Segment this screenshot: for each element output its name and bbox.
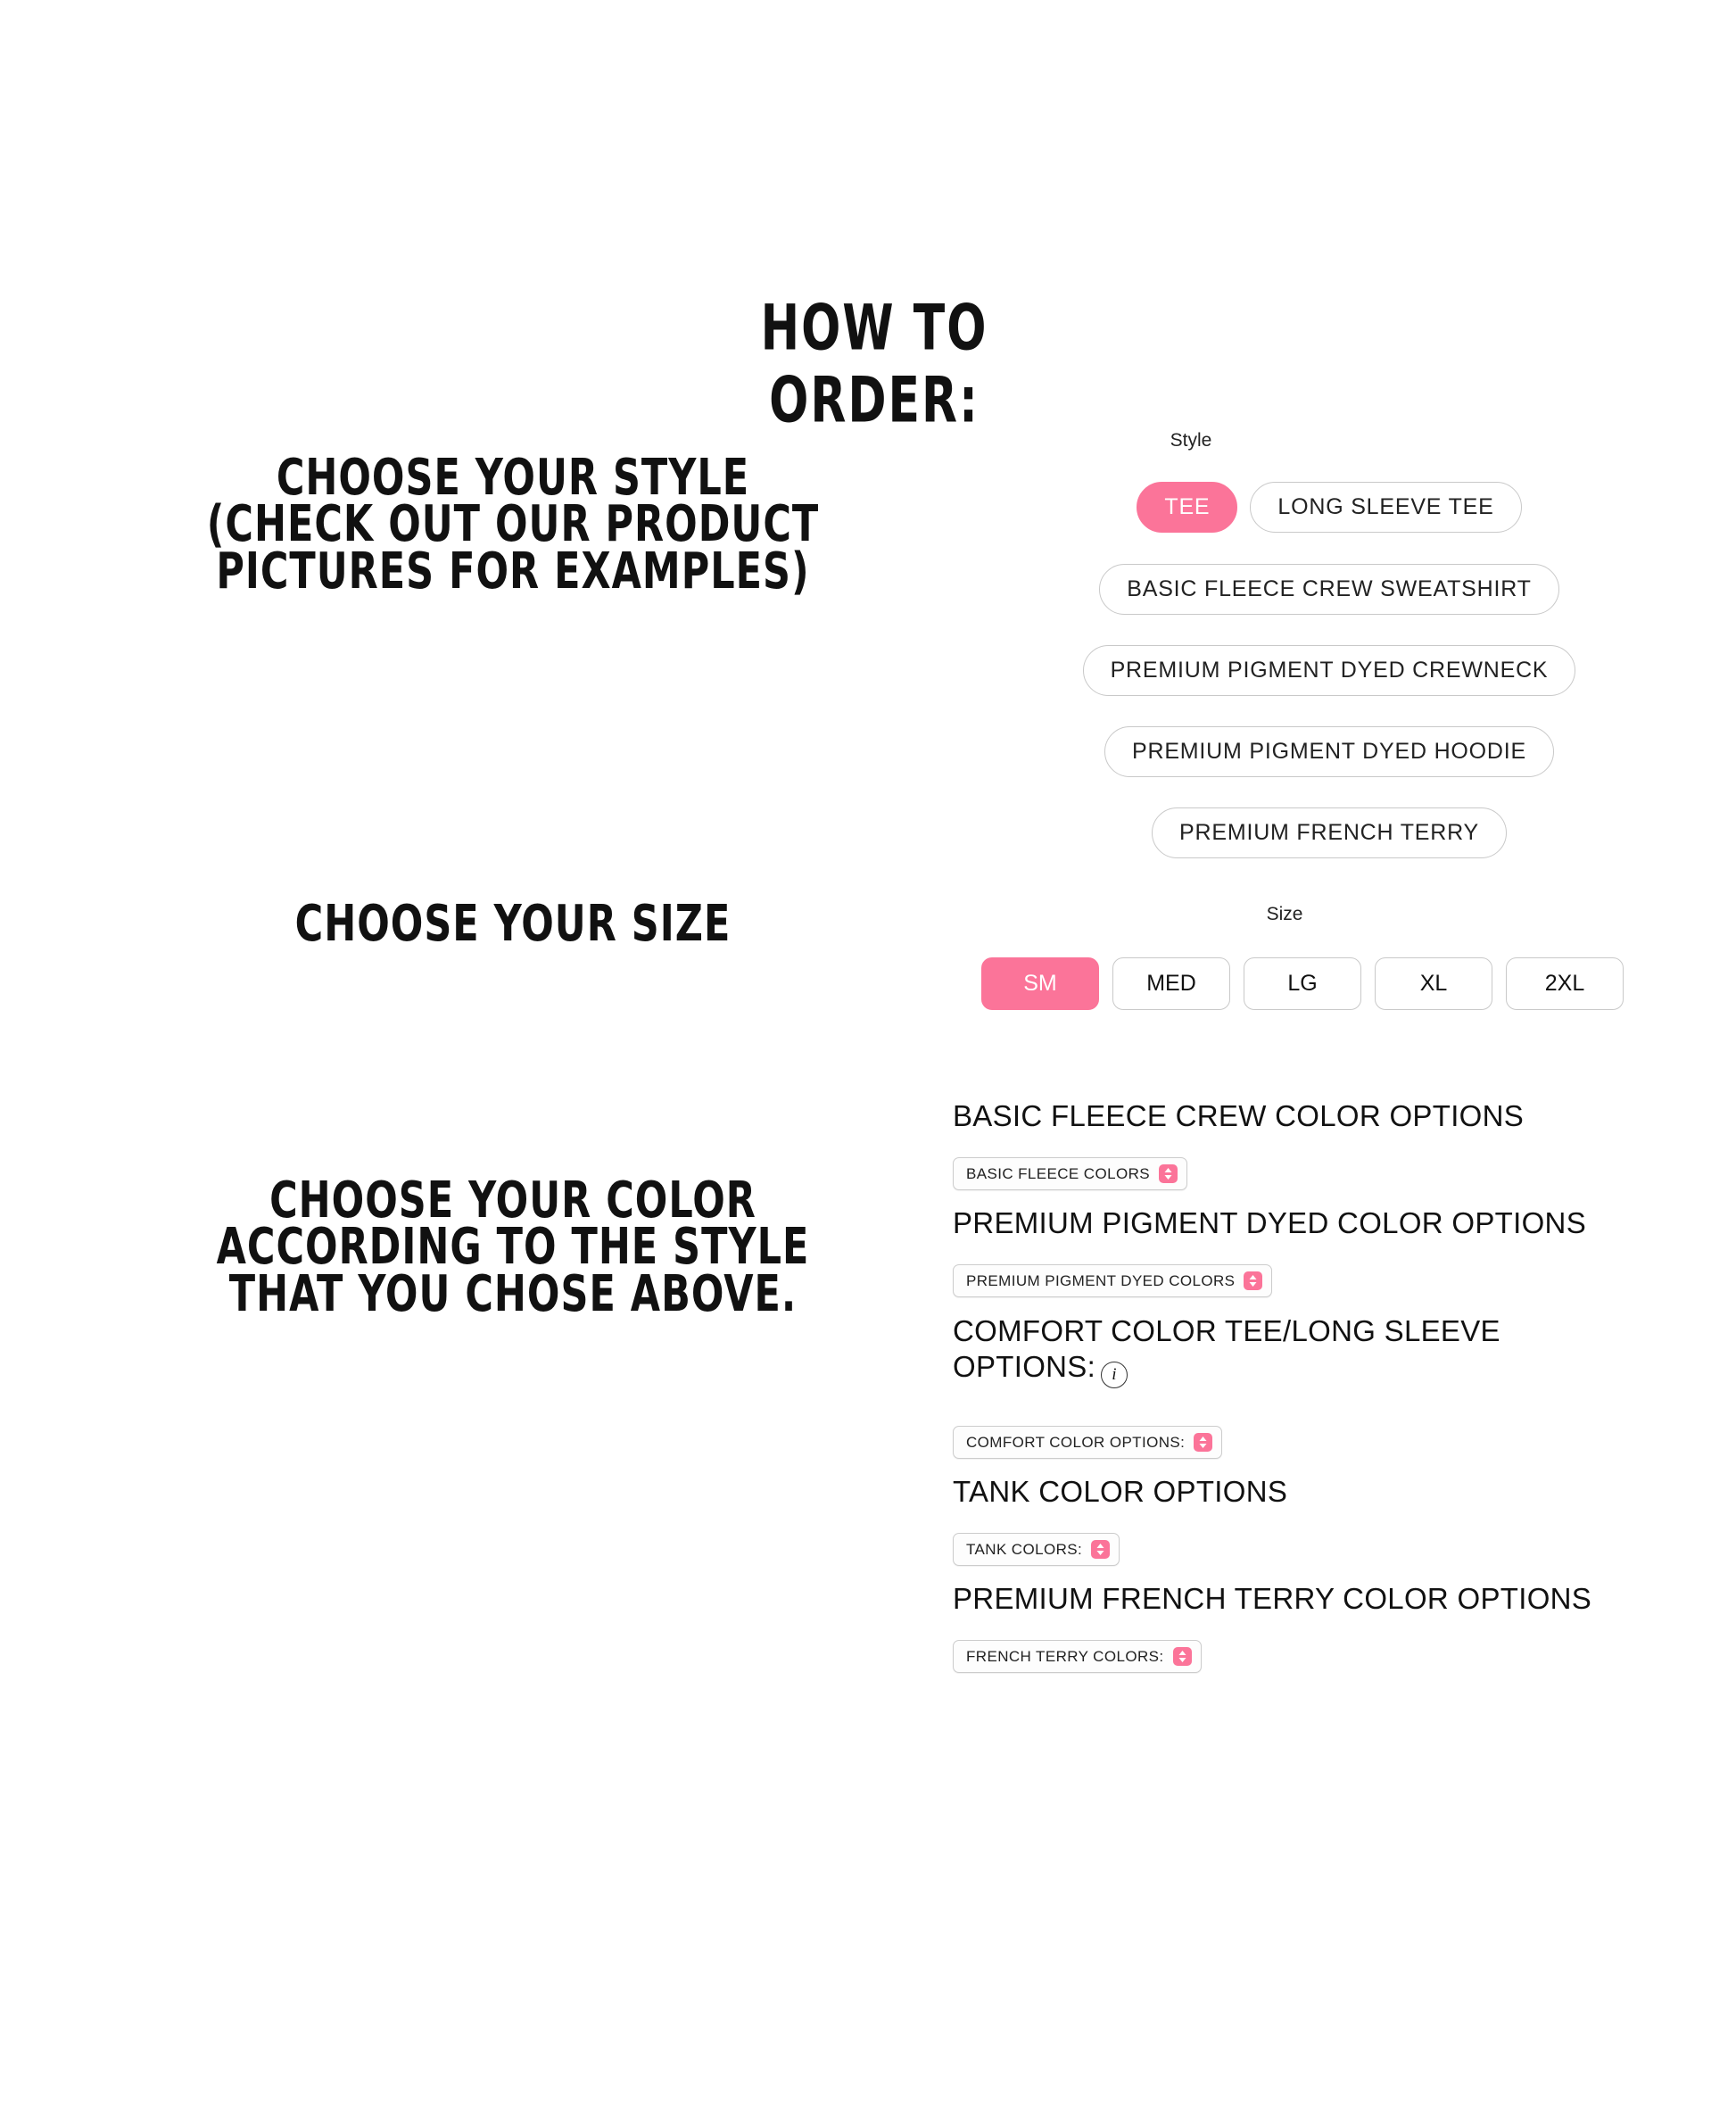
color-heading-tank: TANK COLOR OPTIONS (953, 1475, 1288, 1508)
info-icon[interactable]: i (1101, 1362, 1128, 1388)
color-heading-comfort-color (953, 1313, 1631, 1388)
style-row-3 (999, 645, 1659, 696)
select-label: FRENCH TERRY COLORS: (966, 1647, 1164, 1665)
chevron-updown-icon (1173, 1647, 1192, 1666)
color-heading-premium-pigment-dyed: PREMIUM PIGMENT DYED COLOR OPTIONS (953, 1206, 1586, 1239)
select-tank-colors[interactable] (953, 1533, 1120, 1566)
instruction-line: CHOOSE YOUR STYLE (276, 449, 750, 508)
style-option-premium-pigment-dyed-hoodie[interactable]: PREMIUM PIGMENT DYED HOODIE (1104, 726, 1554, 777)
select-label: BASIC FLEECE COLORS (966, 1164, 1150, 1182)
style-row-2 (1017, 564, 1641, 615)
chevron-updown-icon (1244, 1271, 1262, 1290)
size-option-lg[interactable]: LG (1244, 957, 1361, 1010)
style-row-1 (1071, 482, 1588, 533)
instruction-line: (CHECK OUT OUR PRODUCT (206, 495, 820, 554)
style-row-4 (1017, 726, 1641, 777)
size-option-xl[interactable]: XL (1375, 957, 1492, 1010)
instruction-choose-color (161, 1172, 865, 1324)
instruction-line: THAT YOU CHOSE ABOVE. (228, 1265, 798, 1324)
page-title: HOW TO ORDER: (760, 293, 988, 437)
size-option-med[interactable]: MED (1112, 957, 1230, 1010)
page-title-wrapper (660, 293, 1088, 437)
style-option-basic-fleece-crew-sweatshirt[interactable]: BASIC FLEECE CREW SWEATSHIRT (1099, 564, 1558, 615)
instruction-choose-size (161, 895, 865, 954)
select-french-terry-colors[interactable] (953, 1640, 1202, 1673)
select-premium-pigment-dyed-colors[interactable] (953, 1264, 1272, 1297)
instruction-line: CHOOSE YOUR COLOR (269, 1172, 756, 1230)
color-heading-french-terry: PREMIUM FRENCH TERRY COLOR OPTIONS (953, 1582, 1592, 1615)
style-row-5 (1053, 807, 1606, 858)
select-label: COMFORT COLOR OPTIONS: (966, 1433, 1186, 1451)
select-basic-fleece-colors[interactable] (953, 1157, 1187, 1190)
color-heading-text: COMFORT COLOR TEE/LONG SLEEVE OPTIONS: (953, 1314, 1500, 1384)
select-label: PREMIUM PIGMENT DYED COLORS (966, 1271, 1236, 1289)
chevron-updown-icon (1091, 1540, 1110, 1559)
color-heading-basic-fleece: BASIC FLEECE CREW COLOR OPTIONS (953, 1099, 1525, 1132)
style-option-premium-pigment-dyed-crewneck[interactable]: PREMIUM PIGMENT DYED CREWNECK (1083, 645, 1576, 696)
instruction-line: CHOOSE YOUR SIZE (294, 895, 732, 954)
size-row (981, 957, 1624, 1010)
select-comfort-color-options[interactable] (953, 1426, 1222, 1459)
style-group-label: Style (1170, 430, 1212, 451)
style-option-premium-french-terry[interactable]: PREMIUM FRENCH TERRY (1152, 807, 1507, 858)
select-label: TANK COLORS: (966, 1540, 1083, 1558)
instruction-choose-style (161, 449, 865, 601)
size-option-sm[interactable]: SM (981, 957, 1099, 1010)
chevron-updown-icon (1194, 1433, 1212, 1452)
instruction-line: ACCORDING TO THE STYLE (216, 1218, 810, 1277)
size-group-label: Size (1266, 904, 1303, 924)
style-option-long-sleeve-tee[interactable]: LONG SLEEVE TEE (1250, 482, 1521, 533)
chevron-updown-icon (1159, 1164, 1178, 1183)
size-option-2xl[interactable]: 2XL (1506, 957, 1624, 1010)
style-option-tee[interactable]: TEE (1137, 482, 1237, 533)
instruction-line: PICTURES FOR EXAMPLES) (216, 542, 810, 601)
